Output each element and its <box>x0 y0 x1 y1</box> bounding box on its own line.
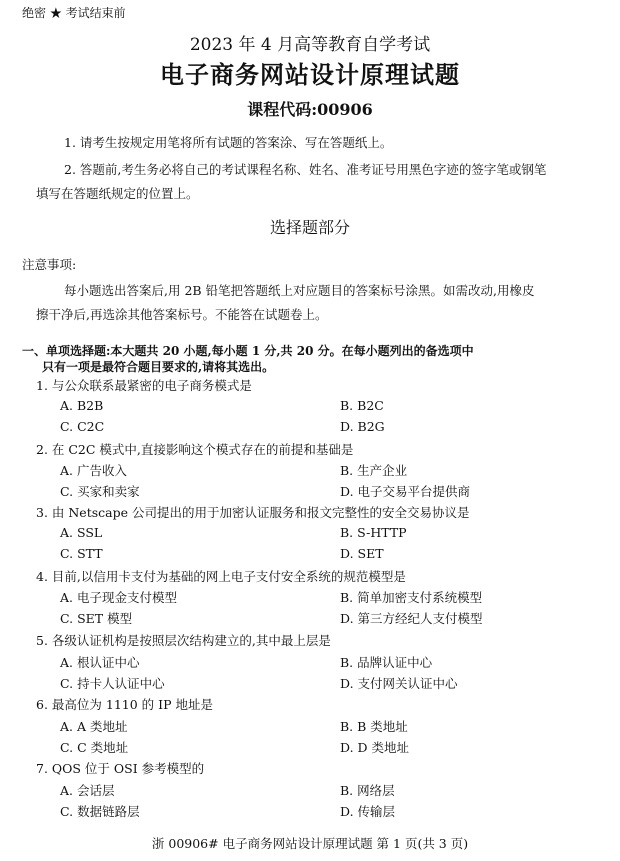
option-b: B. 网络层 <box>340 783 395 798</box>
question-stem: 6. 最高位为 1110 的 IP 地址是 <box>36 697 213 712</box>
section-title: 选择题部分 <box>269 218 350 237</box>
option-a: A. 根认证中心 <box>60 655 140 670</box>
option-c: C. 数据链路层 <box>60 804 140 819</box>
paper-title: 电子商务网站设计原理试题 <box>160 60 460 89</box>
question-stem: 2. 在 C2C 模式中,直接影响这个模式存在的前提和基础是 <box>36 442 354 457</box>
option-b: B. 品牌认证中心 <box>340 655 433 670</box>
course-code: 课程代码:00906 <box>247 100 373 119</box>
option-c: C. C 类地址 <box>60 740 129 755</box>
option-d: D. 传输层 <box>340 804 396 819</box>
option-b: B. 生产企业 <box>340 463 408 478</box>
part-heading-cont: 只有一项是最符合题目要求的,请将其选出。 <box>42 360 275 374</box>
question-stem: 4. 目前,以信用卡支付为基础的网上电子支付安全系统的规范模型是 <box>36 569 406 584</box>
attention-line-1: 每小题选出答案后,用 2B 铅笔把答题纸上对应题目的答案标号涂黑。如需改动,用橡皮 <box>64 283 535 298</box>
instruction-2: 2. 答题前,考生务必将自己的考试课程名称、姓名、准考证号用黑色字迹的签字笔或钢笔 <box>64 162 547 177</box>
option-c: C. 买家和卖家 <box>60 484 140 499</box>
option-d: D. D 类地址 <box>340 740 410 755</box>
option-a: A. SSL <box>60 525 103 540</box>
question-stem: 7. QOS 位于 OSI 参考模型的 <box>36 761 205 776</box>
option-a: A. 会话层 <box>60 783 115 798</box>
option-b: B. 简单加密支付系统模型 <box>340 590 483 605</box>
attention-line-2: 擦干净后,再选涂其他答案标号。不能答在试题卷上。 <box>36 307 328 322</box>
option-d: D. 第三方经纪人支付模型 <box>340 611 483 626</box>
option-d: D. B2G <box>340 419 385 434</box>
option-b: B. B 类地址 <box>340 719 408 734</box>
attention-heading: 注意事项: <box>22 257 77 272</box>
option-c: C. SET 模型 <box>60 611 133 626</box>
instruction-1: 1. 请考生按规定用笔将所有试题的答案涂、写在答题纸上。 <box>64 135 393 150</box>
option-d: D. SET <box>340 546 384 561</box>
option-c: C. STT <box>60 546 103 561</box>
option-a: A. B2B <box>60 398 104 413</box>
exam-title: 2023 年 4 月高等教育自学考试 <box>189 35 431 55</box>
option-a: A. 广告收入 <box>60 463 127 478</box>
option-a: A. 电子现金支付模型 <box>60 590 177 605</box>
question-stem: 1. 与公众联系最紧密的电子商务模式是 <box>36 378 252 393</box>
confidential-label: 绝密 ★ 考试结束前 <box>22 6 126 20</box>
question-stem: 3. 由 Netscape 公司提出的用于加密认证服务和报文完整性的安全交易协议是 <box>36 505 470 520</box>
option-b: B. S-HTTP <box>340 525 407 540</box>
page-footer: 浙 00906# 电子商务网站设计原理试题 第 1 页(共 3 页) <box>151 836 469 851</box>
option-a: A. A 类地址 <box>60 719 128 734</box>
option-b: B. B2C <box>340 398 384 413</box>
option-d: D. 支付网关认证中心 <box>340 676 458 691</box>
part-heading: 一、单项选择题:本大题共 20 小题,每小题 1 分,共 20 分。在每小题列出的备选项中 <box>22 344 474 358</box>
question-stem: 5. 各级认证机构是按照层次结构建立的,其中最上层是 <box>36 633 331 648</box>
option-c: C. 持卡人认证中心 <box>60 676 165 691</box>
option-c: C. C2C <box>60 419 105 434</box>
instruction-2-cont: 填写在答题纸规定的位置上。 <box>36 186 199 201</box>
option-d: D. 电子交易平台提供商 <box>340 484 471 499</box>
